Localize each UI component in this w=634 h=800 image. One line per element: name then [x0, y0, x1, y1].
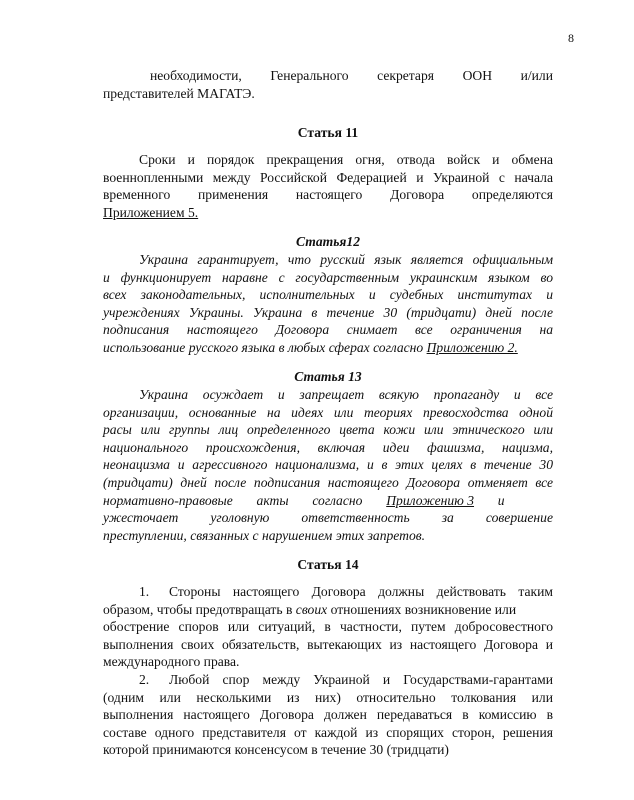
article-13-line: Украина осуждает и запрещает всякую пропаганду и все: [139, 387, 553, 402]
article-13-title: Статья 13: [294, 369, 362, 384]
article-14-body: [103, 583, 553, 759]
article-12-line: и функционирует наравне с государственным украинским языком во: [103, 269, 553, 285]
article-12-line: всех законодательных, исполнительных и судебных институтах и: [103, 287, 553, 303]
article-13-line: расы или группы лиц определенного цвета кожи или этнического или: [103, 422, 553, 438]
article-14-line: выполнения настоящего Договора должен передаваться в комиссию в: [103, 707, 553, 723]
article-14-line: обострение споров или ситуаций, в частности, путем добросовестного: [103, 619, 553, 635]
article-12-line: использование русского языка в любых сферах согласно Приложению 2.: [103, 339, 518, 355]
article-14-line: образом, чтобы предотвращать в своих отношениях возникновение или: [103, 601, 517, 617]
article-13-line: нормативно-правовые акты согласно Приложению 3 и: [103, 492, 505, 508]
article-14-line: 2. Любой спор между Украиной и Государствами-гарантами: [139, 671, 553, 687]
article-11-body: [103, 151, 553, 221]
article-12-line: учреждениях Украины. Украина в течение 30 (тридцати) дней после: [103, 304, 553, 320]
article-14-title: Статья 14: [297, 557, 359, 572]
article-13-line: неонацизма и агрессивного национализма, и в этих целях в течение 30: [103, 457, 553, 473]
intro-paragraph: [103, 67, 553, 102]
article-14-line: которой принимаются консенсусом в течение 30 (тридцати): [103, 742, 449, 758]
article-11-line: Сроки и порядок прекращения огня, отвода войск и обмена: [139, 152, 553, 167]
page-number: 8: [568, 31, 574, 45]
appendix-5-link[interactable]: Приложением 5.: [103, 204, 199, 220]
appendix-2-link[interactable]: Приложению 2.: [426, 339, 518, 355]
article-14-line: международного права.: [103, 654, 240, 670]
article-13-line: организации, основанные на идеях или теориях превосходства одной: [103, 404, 553, 420]
article-12-line: подписания настоящего Договора снимает все ограничения на: [103, 322, 553, 338]
article-14-line: выполнения своих обязательств, вытекающих из настоящего Договора и: [103, 636, 553, 652]
article-13-body: [103, 386, 553, 544]
article-14-line: 1. Стороны настоящего Договора должны действовать таким: [139, 584, 553, 599]
article-13-line: ужесточает уголовную ответственность за совершение: [103, 510, 553, 526]
clause-number: 1.: [139, 584, 150, 599]
article-11-line: военнопленными между Российской Федерацией и Украиной с начала: [103, 169, 553, 185]
article-11-title: Статья 11: [297, 125, 359, 140]
article-13-line: преступлении, связанных с нарушением этих запретов.: [103, 527, 426, 543]
article-12-title: Статья12: [295, 234, 360, 249]
article-12-line: Украина гарантирует, что русский язык является официальным: [139, 252, 553, 267]
article-14-line: составе одного представителя от каждой из спорящих сторон, решения: [103, 724, 553, 740]
clause-number: 2.: [139, 671, 150, 687]
intro-line: необходимости, Генерального секретаря ООН и/или: [150, 68, 553, 83]
article-13-line: (тридцати) дней после подписания настоящего Договора отменяет все: [103, 474, 553, 490]
article-13-line: национального происхождения, включая идеи фашизма, нацизма,: [103, 439, 553, 455]
appendix-3-link[interactable]: Приложению 3: [386, 492, 475, 508]
article-14-line: (одним или несколькими из них) относительно толкования или: [103, 689, 553, 705]
article-12-body: [103, 251, 553, 357]
article-11-line: временного применения настоящего Договора определяются: [103, 187, 553, 203]
intro-line: представителей МАГАТЭ.: [103, 85, 255, 101]
